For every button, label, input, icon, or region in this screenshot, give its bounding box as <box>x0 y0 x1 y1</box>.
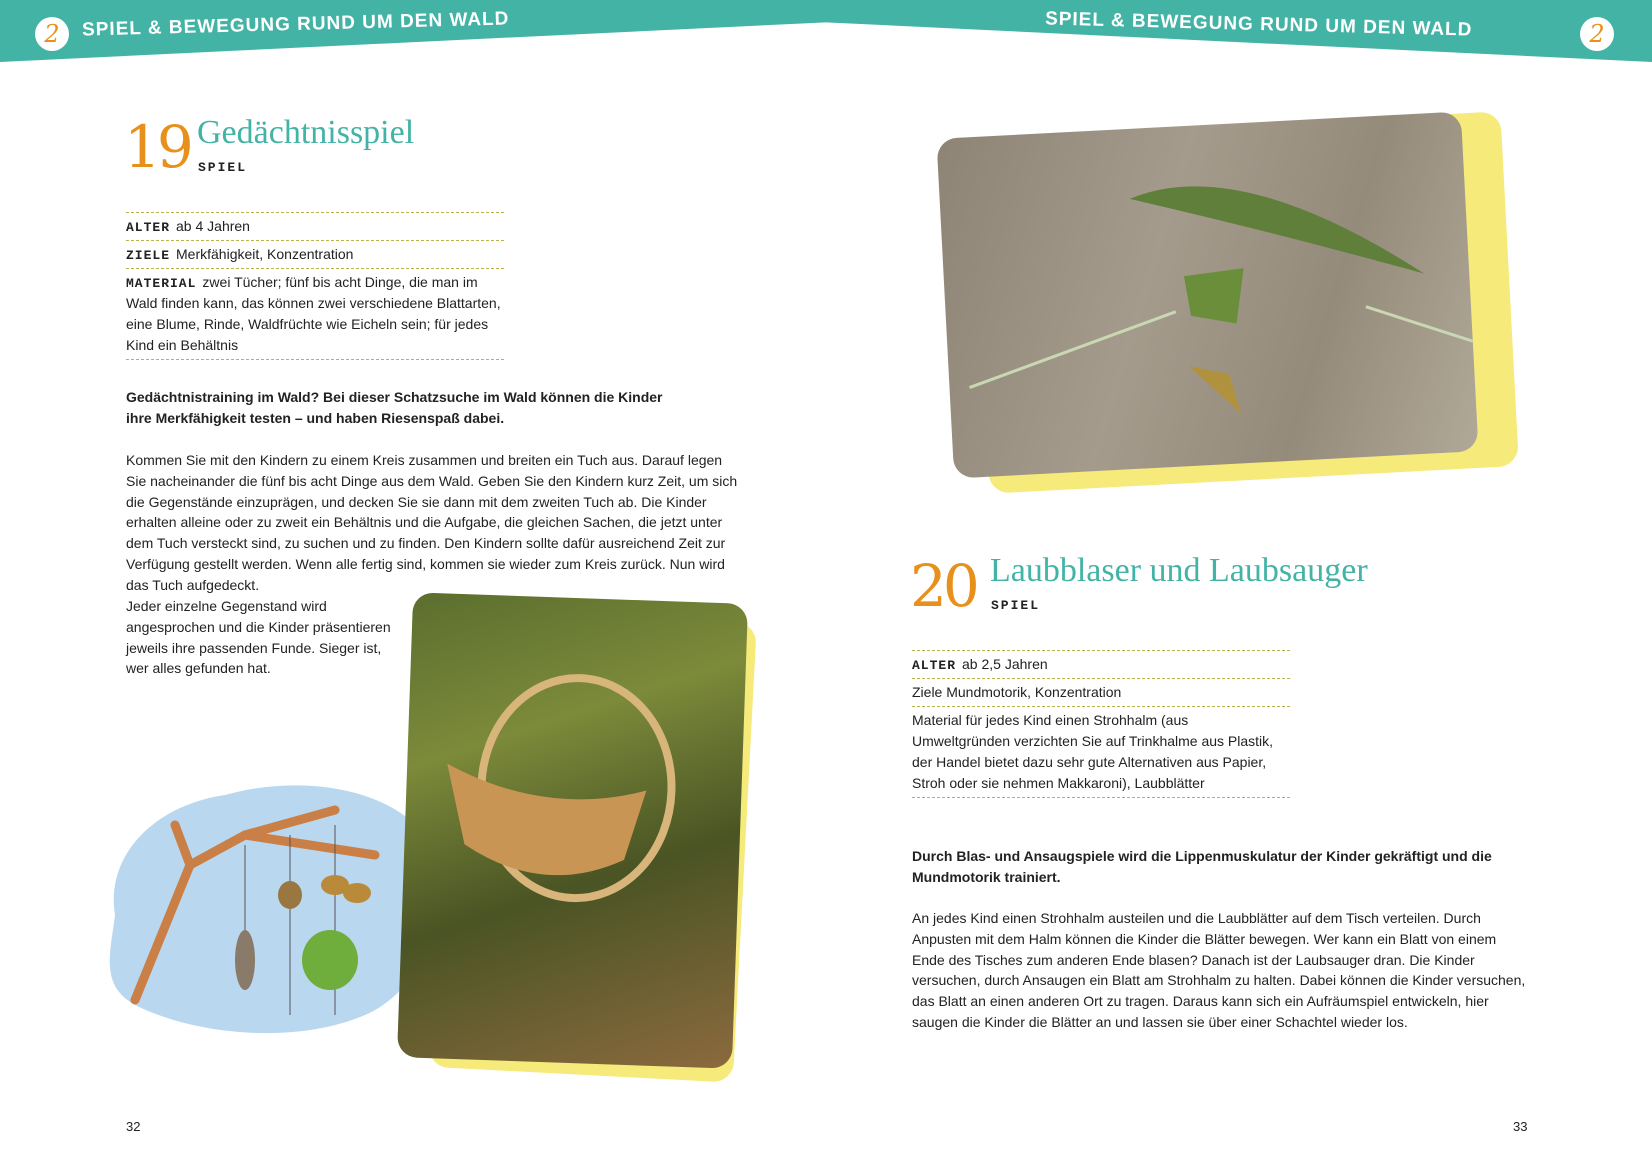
intro-text: Durch Blas- und Ansaugspiele wird die Lippenmuskulatur der Kinder gekräftigt und die Mundmotorik trainiert. <box>912 848 1492 885</box>
page-number: 33 <box>1513 1119 1528 1134</box>
running-header: SPIEL & BEWEGUNG RUND UM DEN WALD <box>81 8 510 41</box>
activity-kind: SPIEL <box>198 160 248 175</box>
info-row: ZIELE Merkfähigkeit, Konzentration <box>126 241 504 269</box>
illustration-branch <box>95 765 445 1040</box>
activity-kind: SPIEL <box>991 598 1041 613</box>
activity-title: Gedächtnisspiel <box>197 114 415 151</box>
info-box <box>912 650 1290 798</box>
info-row: Ziele Mundmotorik, Konzentration <box>912 679 1290 707</box>
info-row: ALTER ab 2,5 Jahren <box>912 651 1290 679</box>
info-box <box>126 212 504 360</box>
photo-leaves-on-table <box>936 111 1478 478</box>
running-header: SPIEL & BEWEGUNG RUND UM DEN WALD <box>1044 8 1473 41</box>
info-row: Material für jedes Kind einen Strohhalm (aus Umweltgründen verzichten Sie auf Trinkhalme aus Plastik, der Handel bietet dazu sehr gute Alternativen aus Papier, Stroh oder sie nehmen Makkaroni), Laubblätter <box>912 707 1290 798</box>
info-row: ALTER ab 4 Jahren <box>126 213 504 241</box>
activity-number: 19 <box>124 113 190 181</box>
activity-title: Laubblaser und Laubsauger <box>990 552 1368 589</box>
chapter-badge: 2 <box>35 17 69 51</box>
chapter-badge: 2 <box>1580 17 1614 51</box>
photo-basket <box>397 592 748 1068</box>
body-text: An jedes Kind einen Strohhalm austeilen und die Laubblätter auf dem Tisch verteilen. Durch Anpusten mit dem Halm können die Kinder die Blätter bewegen. Wer kann ein Blatt von einem Ende des Tisches zum anderen Ende blasen? Danach ist der Laubsauger dran. Die Kinder versuchen, durch Ansaugen ein Blatt am Strohhalm zu halten. Dabei können die Kinder versuchen, das Blatt an einen anderen Ort zu tragen. Daraus kann sich ein Aufräumspiel entwickeln, hier saugen die Kinder die Blätter an und lassen sie über einer Schachtel wieder los. <box>912 910 1526 1030</box>
info-row: MATERIAL zwei Tücher; fünf bis acht Dinge, die man im Wald finden kann, das können zwei verschiedene Blattarten, eine Blume, Rinde, Waldfrüchte wie Eicheln sein; für jedes Kind ein Behältnis <box>126 269 504 360</box>
body-text: Kommen Sie mit den Kindern zu einem Kreis zusammen und breiten ein Tuch aus. Darauf legen Sie nacheinander die fünf bis acht Dinge aus dem Wald. Geben Sie den Kindern kurz Zeit, um sich die Gegenstände einzuprägen, und decken Sie sie dann mit dem zweiten Tuch ab. Die Kinder erhalten alleine oder zu zweit ein Behältnis und die Aufgabe, die gleichen Sachen, die jetzt unter dem Tuch versteckt sind, zu suchen und zu finden. Den Kindern sollte dafür ausreichend Zeit zur Verfügung gestellt werden. Wenn alle fertig sind, kommen sie wieder zum Kreis zurück. Nun wird das Tuch aufgedeckt. <box>126 452 738 593</box>
page-number: 32 <box>126 1119 141 1134</box>
intro-text: Gedächtnistraining im Wald? Bei dieser Schatzsuche im Wald können die Kinder ihre Merkfähigkeit testen – und haben Riesenspaß dabei. <box>126 389 663 426</box>
body-text: Jeder einzelne Gegenstand wird angesprochen und die Kinder präsentieren jeweils ihre passenden Funde. Sieger ist, wer alles gefunden hat. <box>126 598 391 677</box>
activity-number: 20 <box>910 552 976 620</box>
